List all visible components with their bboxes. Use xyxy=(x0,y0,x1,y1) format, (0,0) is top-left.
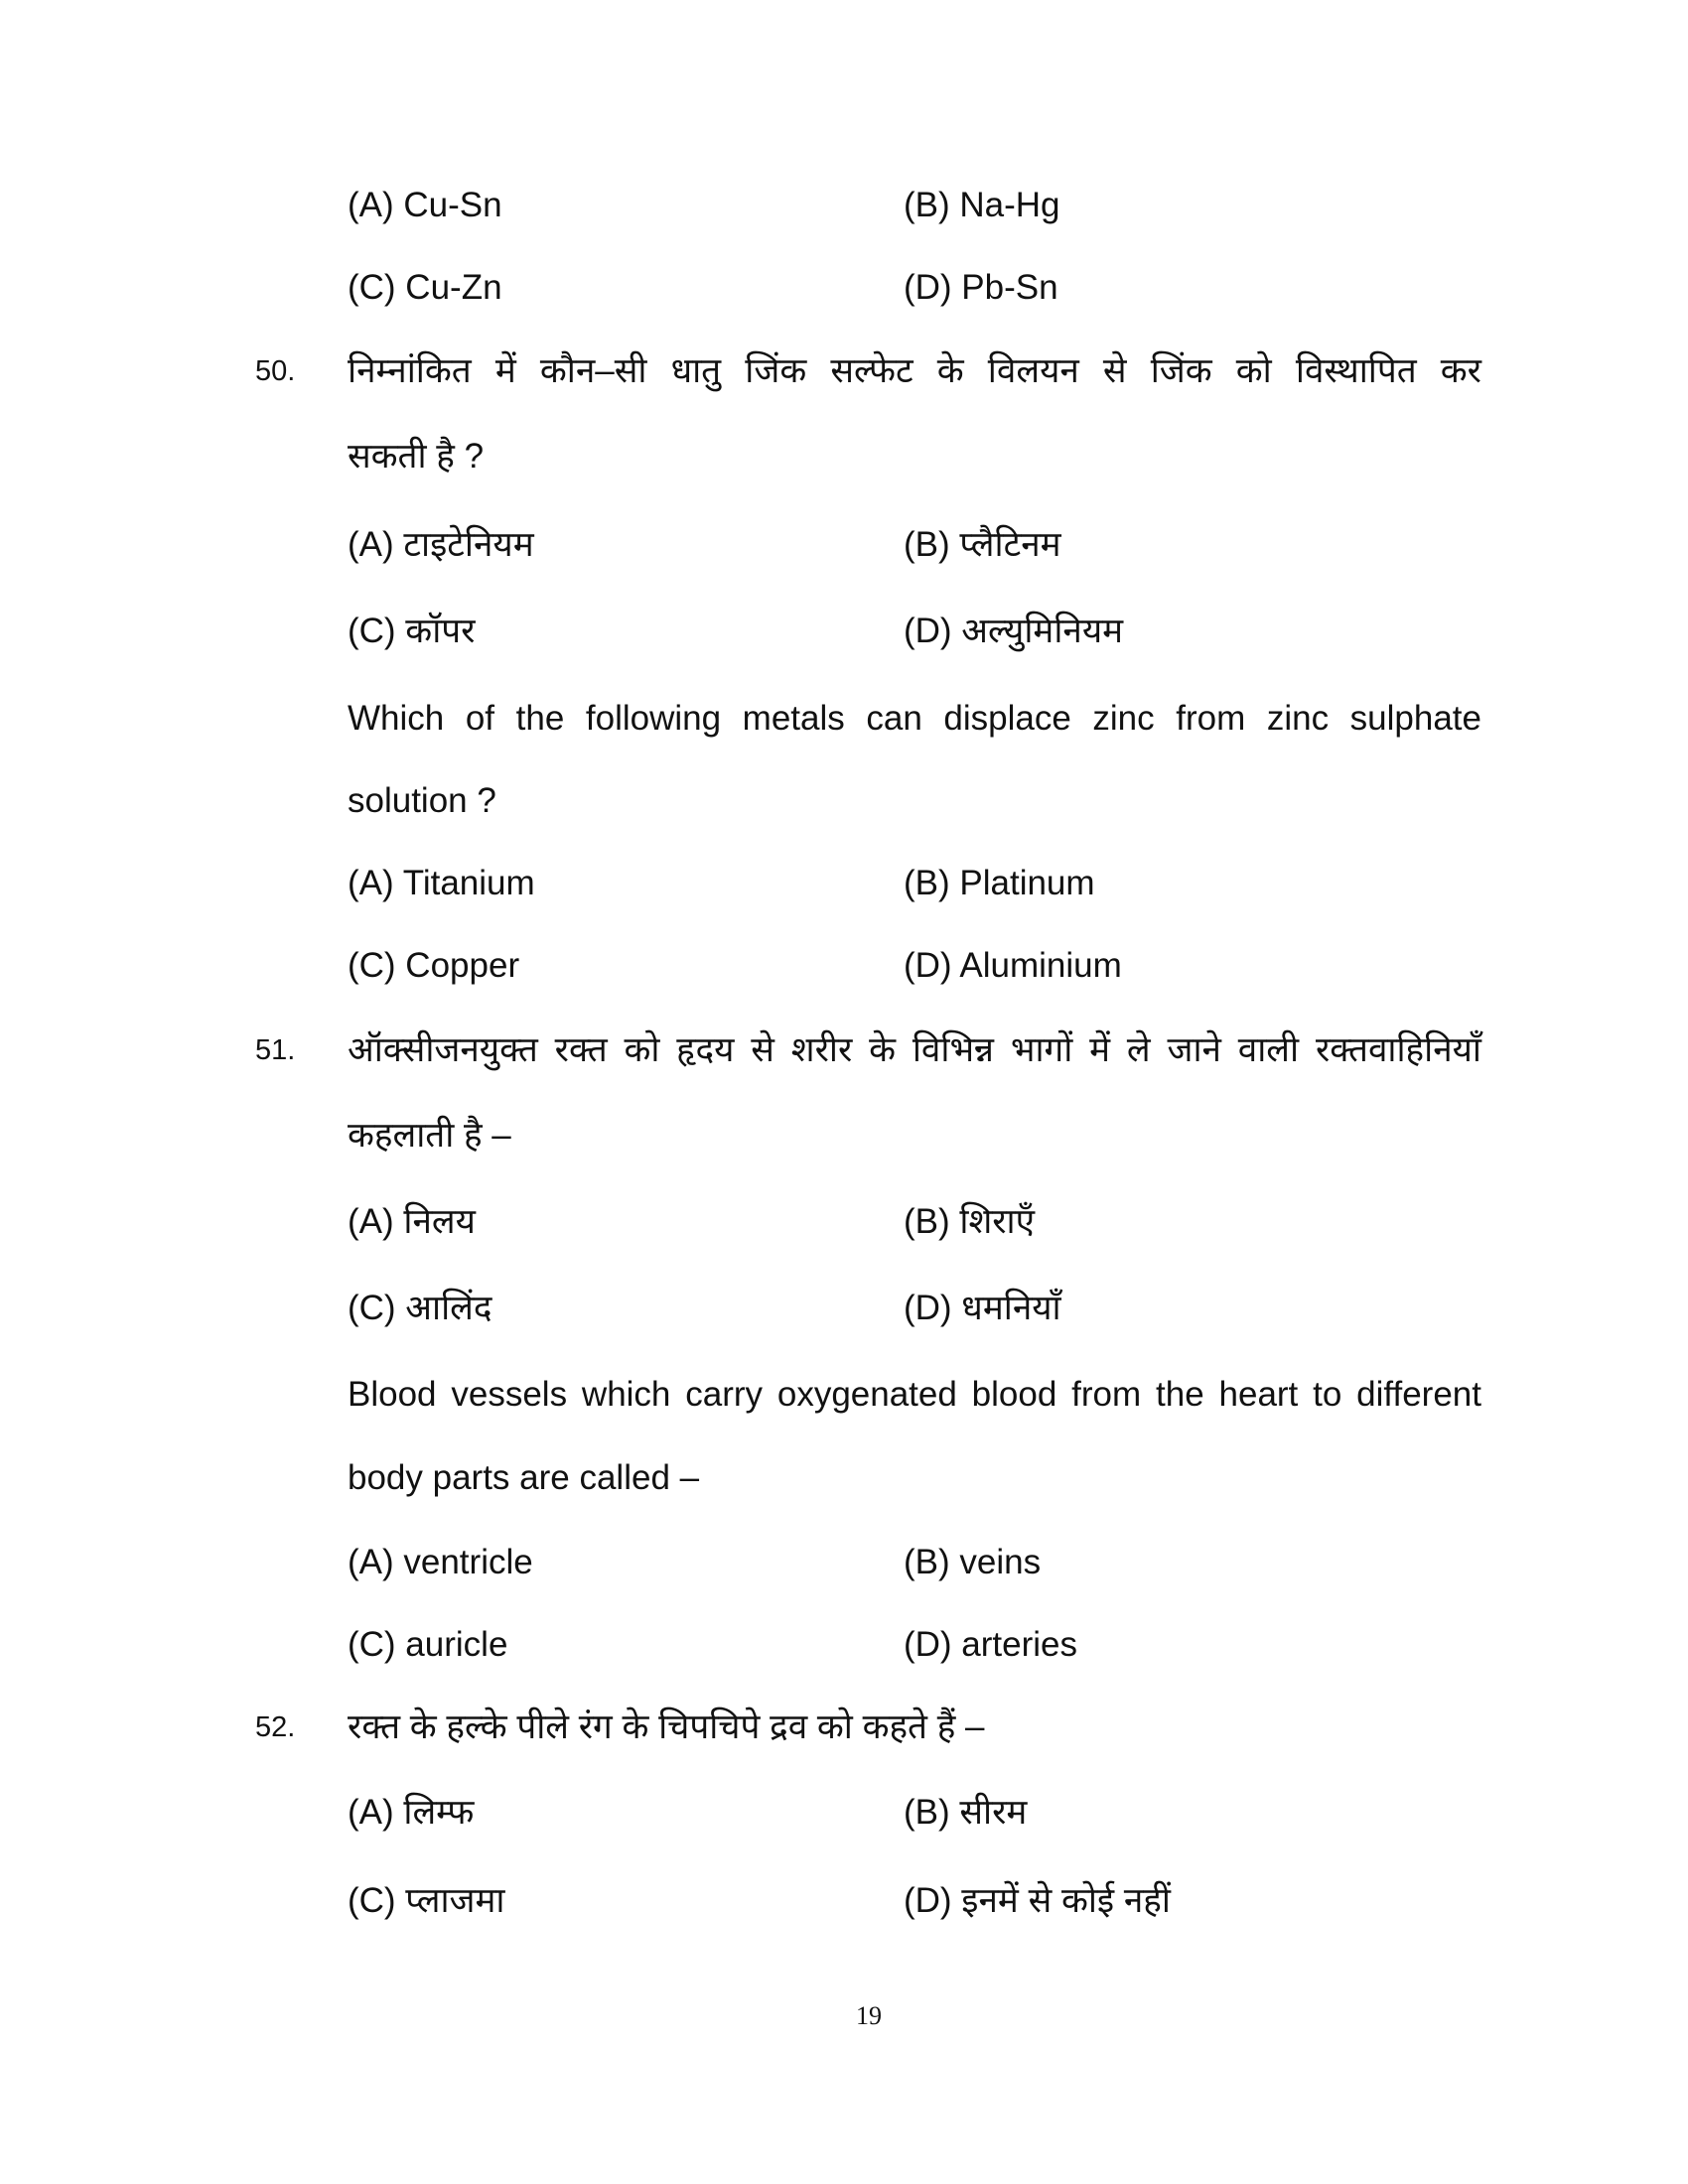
option-d: (D) Pb-Sn xyxy=(904,268,1058,307)
question-number: 51. xyxy=(255,1034,296,1066)
option-c-english: (C) auricle xyxy=(348,1625,508,1664)
option-c-hindi: (C) आलिंद xyxy=(348,1289,492,1327)
question-number: 50. xyxy=(255,355,296,387)
option-b: (B) Na-Hg xyxy=(904,186,1060,224)
option-d-english: (D) Aluminium xyxy=(904,946,1122,985)
question-text-english-line1: Which of the following metals can displace zinc from zinc sulphate xyxy=(348,699,1481,738)
question-text-english-line2: solution ? xyxy=(348,781,496,820)
option-c: (C) Cu-Zn xyxy=(348,268,502,307)
option-d-hindi: (D) धमनियाँ xyxy=(904,1289,1061,1327)
option-a-english: (A) Titanium xyxy=(348,864,535,902)
question-text-hindi-line1: निम्नांकित में कौन–सी धातु जिंक सल्फेट के विलयन से जिंक को विस्थापित कर xyxy=(348,351,1481,390)
option-a-english: (A) ventricle xyxy=(348,1543,533,1581)
question-number: 52. xyxy=(255,1711,296,1743)
question-text-hindi-line1: रक्त के हल्के पीले रंग के चिपचिपे द्रव को कहते हैं – xyxy=(348,1707,985,1746)
question-text-hindi-line2: कहलाती है – xyxy=(348,1116,511,1155)
option-a-hindi: (A) टाइटेनियम xyxy=(348,525,534,564)
option-b-hindi: (B) सीरम xyxy=(904,1793,1028,1832)
option-c-hindi: (C) कॉपर xyxy=(348,612,476,650)
question-text-hindi-line2: सकती है ? xyxy=(348,437,485,476)
option-d-hindi: (D) अल्युमिनियम xyxy=(904,612,1124,650)
option-a: (A) Cu-Sn xyxy=(348,186,502,224)
question-text-english-line2: body parts are called – xyxy=(348,1458,700,1497)
question-text-english-line1: Blood vessels which carry oxygenated blood from the heart to different xyxy=(348,1375,1481,1414)
option-b-hindi: (B) शिराएँ xyxy=(904,1202,1035,1241)
option-a-hindi: (A) निलय xyxy=(348,1202,476,1241)
page-number: 19 xyxy=(856,2001,882,2030)
option-b-hindi: (B) प्लैटिनम xyxy=(904,525,1061,564)
option-b-english: (B) veins xyxy=(904,1543,1042,1581)
option-b-english: (B) Platinum xyxy=(904,864,1095,902)
option-d-english: (D) arteries xyxy=(904,1625,1078,1664)
option-c-hindi: (C) प्लाजमा xyxy=(348,1881,505,1920)
option-a-hindi: (A) लिम्फ xyxy=(348,1793,475,1832)
question-text-hindi-line1: ऑक्सीजनयुक्त रक्त को हृदय से शरीर के विभिन्न भागों में ले जाने वाली रक्तवाहिनियाँ xyxy=(348,1030,1481,1069)
option-d-hindi: (D) इनमें से कोई नहीं xyxy=(904,1881,1171,1920)
option-c-english: (C) Copper xyxy=(348,946,520,985)
